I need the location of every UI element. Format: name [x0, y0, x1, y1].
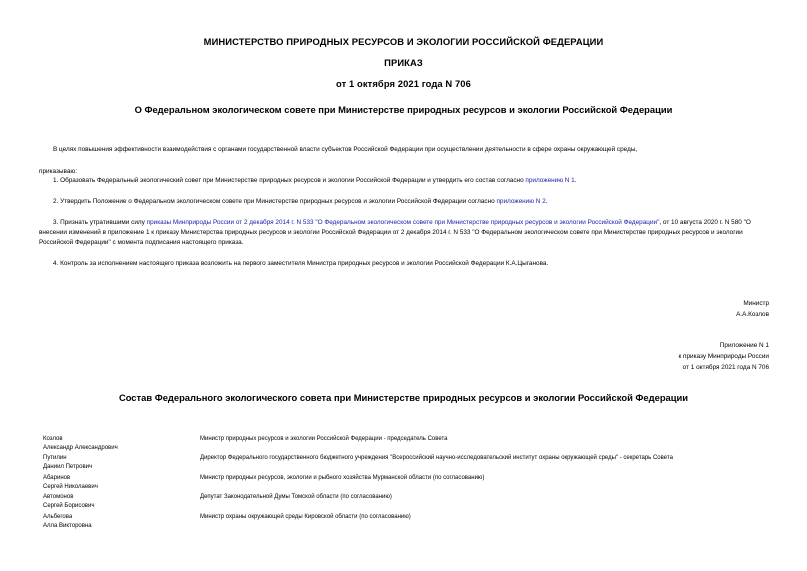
signature-name: А.А.Козлов — [736, 311, 769, 318]
paragraph-2 — [53, 197, 783, 207]
signature-position: Министр — [743, 300, 769, 307]
appendix-title: Состав Федерального экологического совета при Министерстве природных ресурсов и экологии Российской Федерации — [118, 392, 689, 403]
member-surname: Альбегова — [43, 514, 73, 520]
repealed-orders-link[interactable]: приказы Минприроды России от 2 декабря 2014 г. N 533 "О Федеральном экологическом совете при Министерстве природных ресурсов и экологии Российской Федерации" — [146, 219, 660, 226]
order-title: О Федеральном экологическом совете при Министерстве природных ресурсов и экологии Российской Федерации — [134, 104, 673, 115]
member-role: Депутат Законодательной Думы Томской области (по согласованию) — [200, 494, 392, 500]
paragraph-1-end: . — [574, 177, 577, 184]
appendix-2-link[interactable]: приложению N 2 — [496, 198, 546, 205]
doc-type: ПРИКАЗ — [384, 57, 423, 68]
intro-paragraph: В целях повышения эффективности взаимодействия с органами государственной власти субъектов Российской Федерации при осуществлении деятельности в сфере охраны окружающей среды, — [53, 146, 638, 153]
appendix-1-link[interactable]: приложению N 1 — [525, 177, 575, 184]
ministry-heading: МИНИСТЕРСТВО ПРИРОДНЫХ РЕСУРСОВ И ЭКОЛОГИИ РОССИЙСКОЙ ФЕДЕРАЦИИ — [203, 36, 604, 47]
appendix-to-order: к приказу Минприроды России — [678, 353, 769, 360]
paragraph-1 — [53, 176, 783, 186]
member-given-name: Александр Александрович — [43, 445, 118, 451]
member-role: Министр природных ресурсов и экологии Российской Федерации - председатель Совета — [200, 436, 448, 442]
member-surname: Автомонов — [43, 494, 74, 500]
member-role: Директор Федерального государственного бюджетного учреждения "Всероссийский научно-исследовательский институт охраны окружающей среды" - секретарь Совета — [200, 455, 673, 461]
paragraph-2-end: . — [545, 198, 548, 205]
member-role: Министр природных ресурсов, экологии и рыбного хозяйства Мурманской области (по согласованию) — [200, 475, 485, 481]
appendix-label: Приложение N 1 — [719, 342, 769, 349]
member-given-name: Даниил Петрович — [43, 464, 93, 470]
paragraph-3 — [39, 218, 770, 248]
member-given-name: Алла Викторовна — [43, 523, 92, 529]
paragraph-2-text: 2. Утвердить Положение о Федеральном экологическом совете при Министерстве природных ресурсов и экологии Российской Федерации согласно — [53, 198, 497, 205]
order-date-number: от 1 октября 2021 года N 706 — [336, 78, 471, 89]
order-word: приказываю: — [39, 168, 77, 175]
member-surname: Абаринов — [43, 475, 71, 481]
paragraph-3-start: 3. Признать утратившими силу — [53, 219, 147, 226]
member-given-name: Сергей Николаевич — [43, 484, 98, 490]
appendix-date-number: от 1 октября 2021 года N 706 — [682, 364, 769, 371]
paragraph-1-text: 1. Образовать Федеральный экологический совет при Министерстве природных ресурсов и экологии Российской Федерации и утвердить его состав согласно — [53, 177, 526, 184]
member-surname: Путилин — [43, 455, 67, 461]
paragraph-4: 4. Контроль за исполнением настоящего приказа возложить на первого заместителя Министра природных ресурсов и экологии Российской Федерации К.А.Цыганова. — [53, 260, 549, 267]
member-surname: Козлов — [43, 436, 63, 442]
paragraph-3-rest: , от 10 августа 2020 г. N 580 "О внесении изменений в приложение 1 к приказу Министерства природных ресурсов и экологии Российской Федерации от 2 декабря 2014 г. N 533 "О Федеральном экологическом совете при Министерстве природных ресурсов и экологии Российской Федерации" с момента подписания настоящего приказа. — [39, 219, 751, 246]
member-given-name: Сергей Борисович — [43, 503, 95, 509]
member-role: Министр охраны окружающей среды Кировской области (по согласованию) — [200, 514, 411, 520]
